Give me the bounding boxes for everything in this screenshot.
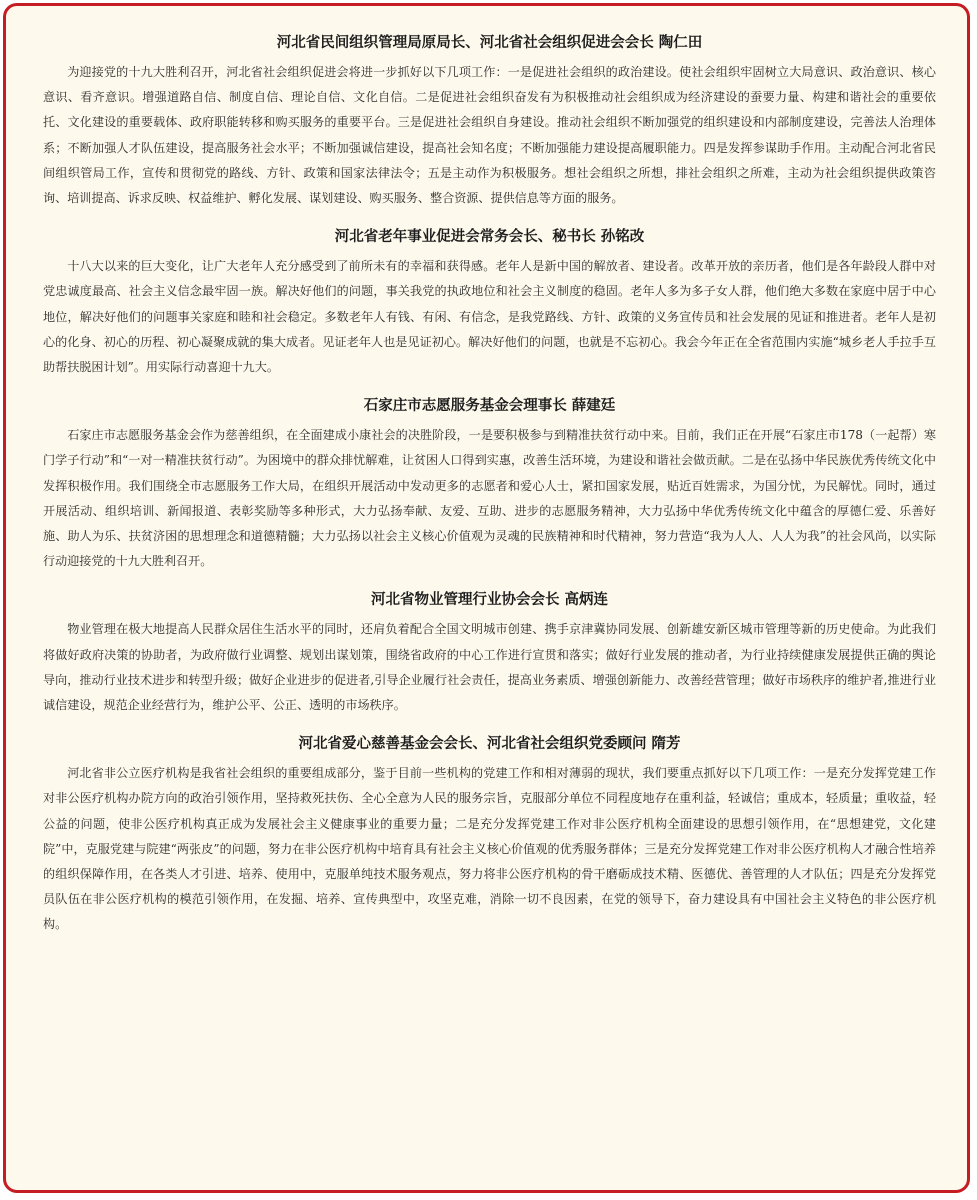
speaker-heading: 河北省民间组织管理局原局长、河北省社会组织促进会会长 陶仁田: [276, 35, 703, 51]
article-content: [43, 33, 936, 954]
speaker-section-2: [43, 227, 936, 380]
speaker-statement: 石家庄市志愿服务基金会作为慈善组织，在全面建成小康社会的决胜阶段，一是要积极参与到精准扶贫行动中来。目前，我们正在开展“石家庄市178（一起帮）寒门学子行动”和“一对一精准扶贫行动”。为困境中的群众排忧解难，让贫困人口得到实惠，改善生活环境，为建设和谐社会做贡献。二是在弘扬中华民族优秀传统文化中发挥积极作用。我们围绕全市志愿服务工作大局，在组织开展活动中发动更多的志愿者和爱心人士，紧扣国家发展，贴近百姓需求，为国分忧，为民解忧。同时，通过开展活动、组织培训、新闻报道、表彰奖励等多种形式，大力弘扬奉献、友爱、互助、进步的志愿服务精神，大力弘扬中华优秀传统文化中蕴含的厚德仁爱、乐善好施、助人为乐、扶贫济困的思想理念和道德精髓；大力弘扬以社会主义核心价值观为灵魂的民族精神和时代精神，努力营造“我为人人、人人为我”的社会风尚，以实际行动迎接党的十九大胜利召开。: [43, 428, 936, 569]
speaker-section-1: [43, 33, 936, 211]
speaker-statement: 为迎接党的十九大胜利召开，河北省社会组织促进会将进一步抓好以下几项工作：一是促进社会组织的政治建设。使社会组织牢固树立大局意识、政治意识、核心意识、看齐意识。增强道路自信、制度自信、理论自信、文化自信。二是促进社会组织奋发有为积极推动社会组织成为经济建设的蚕要力量、构建和谐社会的重要依托、文化建设的重要载体、政府职能转移和购买服务的重要平台。三是促进社会组织自身建设。推动社会组织不断加强党的组织建设和内部制度建设，完善法人治理体系；不断加强人才队伍建设，提高服务社会水平；不断加强诚信建设，提高社会知名度；不断加强能力建设提高履职能力。四是发挥参谋助手作用。主动配合河北省民间组织管局工作，宣传和贯彻党的路线、方针、政策和国家法律法令；五是主动作为积极服务。想社会组织之所想，排社会组织之所难，主动为社会组织提供政策咨询、培训提高、诉求反映、权益维护、孵化发展、谋划建设、购买服务、整合资源、提供信息等方面的服务。: [43, 65, 936, 206]
article-frame: [3, 3, 970, 1193]
speaker-section-5: [43, 734, 936, 937]
speaker-section-4: [43, 590, 936, 718]
speaker-statement: 河北省非公立医疗机构是我省社会组织的重要组成部分，鉴于目前一些机构的党建工作和相对薄弱的现状，我们要重点抓好以下几项工作：一是充分发挥党建工作对非公医疗机构办院方向的政治引领作用，坚持救死扶伤、全心全意为人民的服务宗旨，克服部分单位不同程度地存在重利益，轻诚信；重成本，轻质量；重收益，轻公益的问题，使非公医疗机构真正成为发展社会主义健康事业的重要力量；二是充分发挥党建工作对非公医疗机构全面建设的思想引领作用，在“思想建党，文化建院”中，克服党建与院建“两张皮”的问题，努力在非公医疗机构中培育具有社会主义核心价值观的优秀服务群体；三是充分发挥党建工作对非公医疗机构人才融合性培养的组织保障作用，在各类人才引进、培养、使用中，克服单纯技术服务观点，努力将非公医疗机构的骨干磨砺成技术精、医德优、善管理的人才队伍；四是充分发挥党员队伍在非公医疗机构的模范引领作用，在发掘、培养、宣传典型中，攻坚克难，消除一切不良因素，在党的领导下，奋力建设具有中国社会主义特色的非公医疗机构。: [43, 766, 936, 932]
speaker-heading: 石家庄市志愿服务基金会理事长 薛建廷: [363, 398, 616, 415]
speaker-statement: 十八大以来的巨大变化，让广大老年人充分感受到了前所未有的幸福和获得感。老年人是新中国的解放者、建设者。改革开放的亲历者，他们是各年龄段人群中对党忠诚度最高、社会主义信念最牢固一族。解决好他们的问题，事关我党的执政地位和社会主义制度的稳固。老年人多为多子女人群，他们绝大多数在家庭中居于中心地位，解决好他们的问题事关家庭和睦和社会稳定。多数老年人有钱、有闲、有信念，是我党路线、方针、政策的义务宣传员和社会发展的见证和推进者。老年人是初心的化身、初心的历程、初心凝聚成就的集大成者。见证老年人也是见证初心。解决好他们的问题，也就是不忘初心。我会今年正在全省范围内实施“城乡老人手拉手互助帮扶脱困计划”。用实际行动喜迎十九大。: [43, 259, 936, 375]
speaker-heading: 河北省老年事业促进会常务会长、秘书长 孙铭改: [334, 229, 645, 246]
speaker-heading: 河北省物业管理行业协会会长 高炳连: [370, 592, 609, 609]
speaker-statement: 物业管理在极大地提高人民群众居住生活水平的同时，还肩负着配合全国文明城市创建、携手京津冀协同发展、创新雄安新区城市管理等新的历史使命。为此我们将做好政府决策的协助者，为政府做行业调整、规划出谋划策，围绕省政府的中心工作进行宣贯和落实；做好行业发展的推动者，为行业持续健康发展提供正确的舆论导向，推动行业技术进步和转型升级；做好企业进步的促进者,引导企业履行社会责任，提高业务素质、增强创新能力、改善经营管理；做好市场秩序的维护者,推进行业诚信建设，规范企业经营行为，维护公平、公正、透明的市场秩序。: [43, 622, 936, 713]
speaker-heading: 河北省爱心慈善基金会会长、河北省社会组织党委顾问 隋芳: [298, 736, 681, 753]
speaker-section-3: [43, 396, 936, 574]
